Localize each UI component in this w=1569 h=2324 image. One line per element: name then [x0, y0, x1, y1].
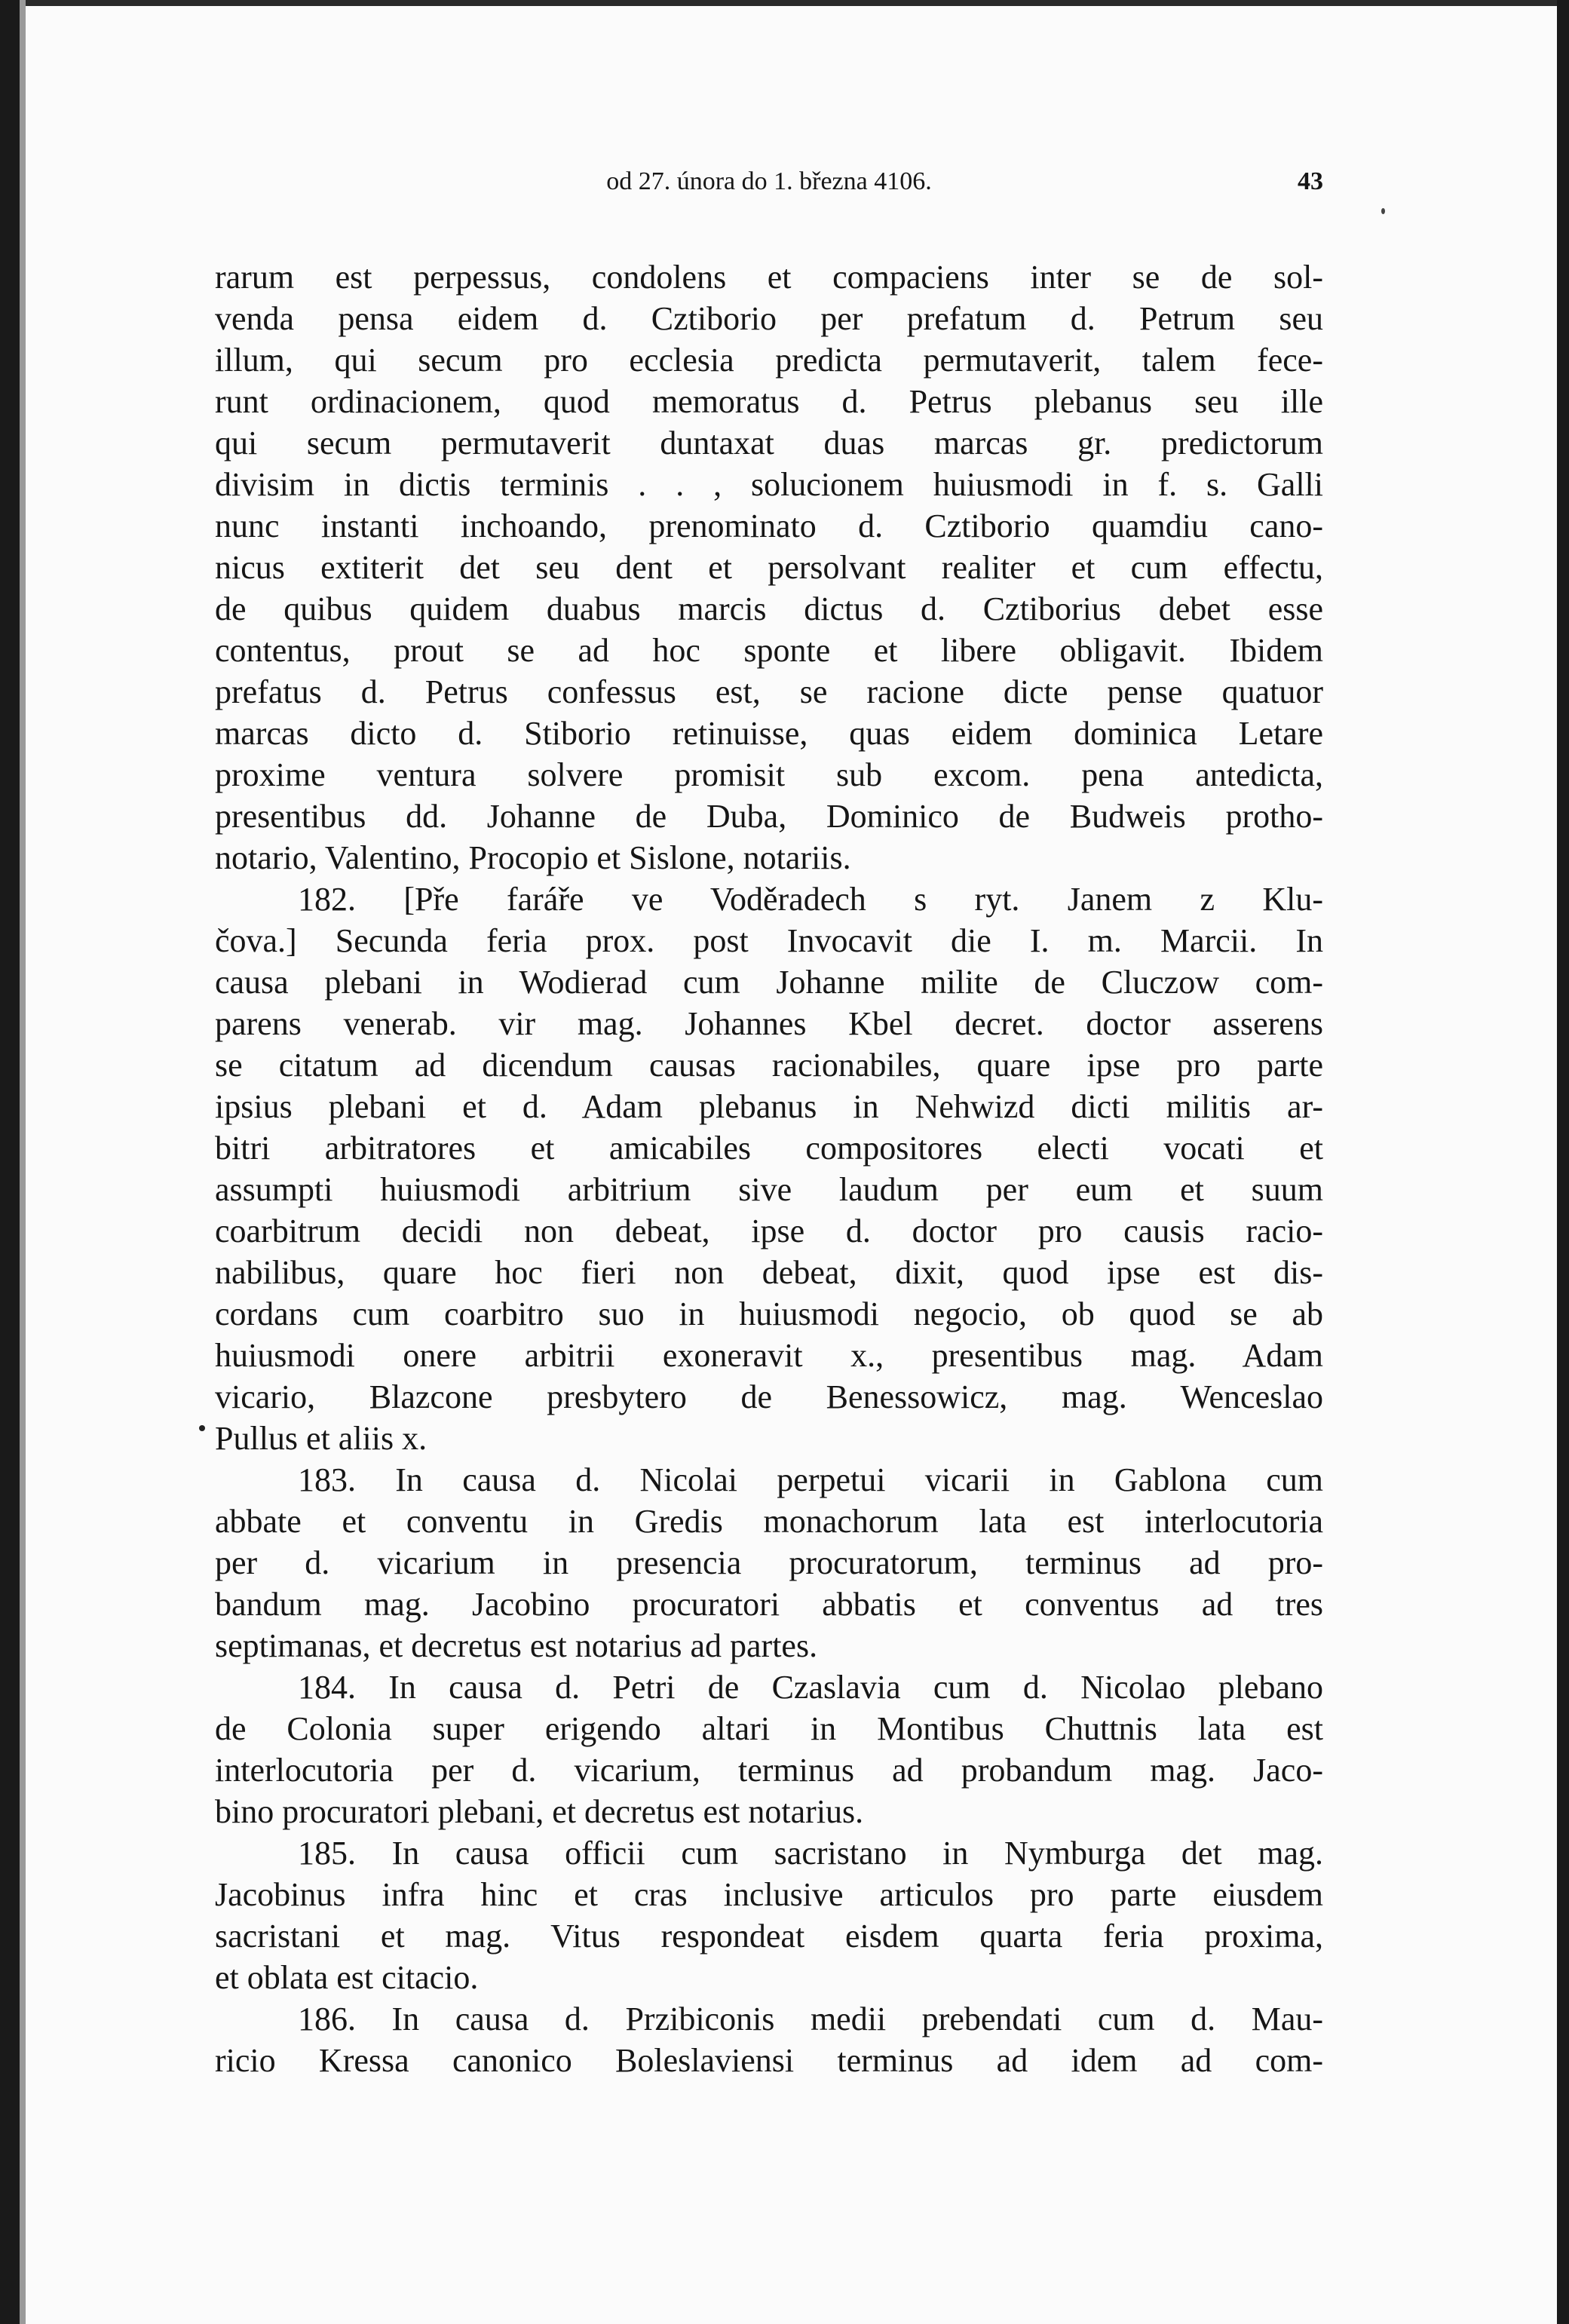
text-line: de Colonia super erigendo altari in Montibus Chuttnis lata est	[215, 1710, 1323, 1747]
text-line: se citatum ad dicendum causas racionabiles, quare ipse pro parte	[215, 1047, 1323, 1084]
text-line: ricio Kressa canonico Boleslaviensi terminus ad idem ad com-	[215, 2042, 1323, 2079]
text-line: assumpti huiusmodi arbitrium sive laudum per eum et suum	[215, 1171, 1323, 1208]
paragraph	[215, 1832, 1323, 1998]
paragraph	[215, 256, 1323, 878]
text-line: Pullus et aliis x.	[215, 1420, 427, 1457]
text-line: 185. In causa officii cum sacristano in Nymburga det mag.	[298, 1835, 1323, 1872]
scan-left-edge	[0, 0, 20, 2324]
text-line: interlocutoria per d. vicarium, terminus ad probandum mag. Jaco-	[215, 1752, 1323, 1789]
running-title: od 27. února do 1. března 4106.	[606, 167, 932, 195]
text-line: nabilibus, quare hoc fieri non debeat, dixit, quod ipse est dis-	[215, 1254, 1323, 1291]
text-line: huiusmodi onere arbitrii exoneravit x., presentibus mag. Adam	[215, 1337, 1323, 1374]
running-header	[215, 167, 1323, 210]
page-body	[215, 256, 1323, 2081]
text-line: vicario, Blazcone presbytero de Benessowicz, mag. Wenceslao	[215, 1378, 1323, 1415]
text-line: contentus, prout se ad hoc sponte et libere obligavit. Ibidem	[215, 632, 1323, 669]
text-line: 182. [Pře faráře ve Voděradech s ryt. Janem z Klu-	[298, 881, 1323, 918]
paragraph	[215, 1666, 1323, 1832]
text-line: čova.] Secunda feria prox. post Invocavit die I. m. Marcii. In	[215, 922, 1323, 959]
text-line: per d. vicarium in presencia procuratorum, terminus ad pro-	[215, 1544, 1323, 1581]
text-line: septimanas, et decretus est notarius ad partes.	[215, 1627, 818, 1664]
text-line: nicus extiterit det seu dent et persolvant realiter et cum effectu,	[215, 549, 1323, 586]
text-line: runt ordinacionem, quod memoratus d. Petrus plebanus seu ille	[215, 383, 1323, 420]
text-line: Jacobinus infra hinc et cras inclusive articulos pro parte eiusdem	[215, 1876, 1323, 1913]
text-line: venda pensa eidem d. Cztiborio per prefatum d. Petrum seu	[215, 300, 1323, 337]
text-line: prefatus d. Petrus confessus est, se racione dicte pense quatuor	[215, 673, 1323, 710]
text-line: coarbitrum decidi non debeat, ipse d. doctor pro causis racio-	[215, 1213, 1323, 1249]
text-line: cordans cum coarbitro suo in huiusmodi negocio, ob quod se ab	[215, 1295, 1323, 1332]
paragraph	[215, 1459, 1323, 1666]
text-line: rarum est perpessus, condolens et compaciens inter se de sol-	[215, 259, 1323, 296]
text-line: ipsius plebani et d. Adam plebanus in Nehwizd dicti militis ar-	[215, 1088, 1323, 1125]
text-line: et oblata est citacio.	[215, 1959, 479, 1996]
text-line: bitri arbitratores et amicabiles compositores electi vocati et	[215, 1130, 1323, 1167]
margin-dot	[199, 1425, 205, 1431]
scan-top-edge	[0, 0, 1569, 6]
text-line: nunc instanti inchoando, prenominato d. Cztiborio quamdiu cano-	[215, 507, 1323, 544]
text-line: notario, Valentino, Procopio et Sislone, notariis.	[215, 839, 851, 876]
text-line: qui secum permutaverit duntaxat duas marcas gr. predictorum	[215, 425, 1323, 461]
text-line: 183. In causa d. Nicolai perpetui vicarii in Gablona cum	[298, 1461, 1323, 1498]
margin-speck	[1381, 208, 1385, 214]
paragraph	[215, 1998, 1323, 2081]
scan-right-edge	[1557, 0, 1569, 2324]
text-line: causa plebani in Wodierad cum Johanne milite de Cluczow com-	[215, 964, 1323, 1001]
text-line: presentibus dd. Johanne de Duba, Dominico de Budweis protho-	[215, 798, 1323, 835]
text-line: bandum mag. Jacobino procuratori abbatis et conventus ad tres	[215, 1586, 1323, 1623]
text-line: 184. In causa d. Petri de Czaslavia cum d. Nicolao plebano	[298, 1669, 1323, 1706]
text-line: de quibus quidem duabus marcis dictus d. Cztiborius debet esse	[215, 590, 1323, 627]
text-line: sacristani et mag. Vitus respondeat eisdem quarta feria proxima,	[215, 1918, 1323, 1955]
text-line: 186. In causa d. Przibiconis medii prebendati cum d. Mau-	[298, 2001, 1323, 2037]
paragraph	[215, 878, 1323, 1459]
text-line: proxime ventura solvere promisit sub excom. pena antedicta,	[215, 756, 1323, 793]
text-line: abbate et conventu in Gredis monachorum lata est interlocutoria	[215, 1503, 1323, 1540]
page-number: 43	[1298, 167, 1323, 195]
scan-left-shadow	[20, 0, 26, 2324]
text-line: bino procuratori plebani, et decretus est notarius.	[215, 1793, 864, 1830]
text-line: marcas dicto d. Stiborio retinuisse, quas eidem dominica Letare	[215, 715, 1323, 752]
text-line: illum, qui secum pro ecclesia predicta permutaverit, talem fece-	[215, 342, 1323, 379]
text-line: parens venerab. vir mag. Johannes Kbel decret. doctor asserens	[215, 1005, 1323, 1042]
text-line: divisim in dictis terminis . . , solucionem huiusmodi in f. s. Galli	[215, 466, 1323, 503]
